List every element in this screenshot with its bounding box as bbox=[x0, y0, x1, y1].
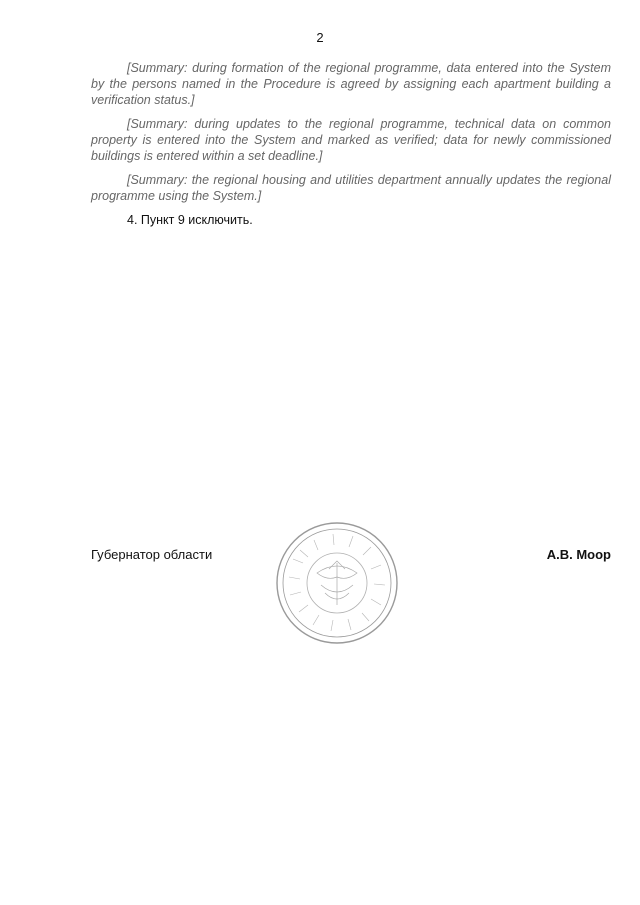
signatory-title: Губернатор области bbox=[91, 547, 213, 562]
signatory-name: А.В. Моор bbox=[546, 547, 611, 562]
signature-block bbox=[91, 547, 611, 657]
document-body bbox=[91, 60, 611, 236]
body-paragraph: [Summary: during formation of the regional programme, data entered into the System by the persons named in the Procedure is agreed by assigning each apartment building a verification status.] bbox=[91, 61, 611, 107]
body-paragraph: [Summary: the regional housing and utilities department annually updates the regional programme using the System.] bbox=[91, 173, 611, 203]
page-number: 2 bbox=[316, 30, 324, 45]
body-paragraph: [Summary: during updates to the regional programme, technical data on common property is entered into the System and marked as verified; data for newly commissioned buildings is entered within a set deadline.] bbox=[91, 117, 611, 163]
official-stamp-icon bbox=[273, 519, 401, 647]
body-paragraph: 4. Пункт 9 исключить. bbox=[127, 213, 253, 227]
